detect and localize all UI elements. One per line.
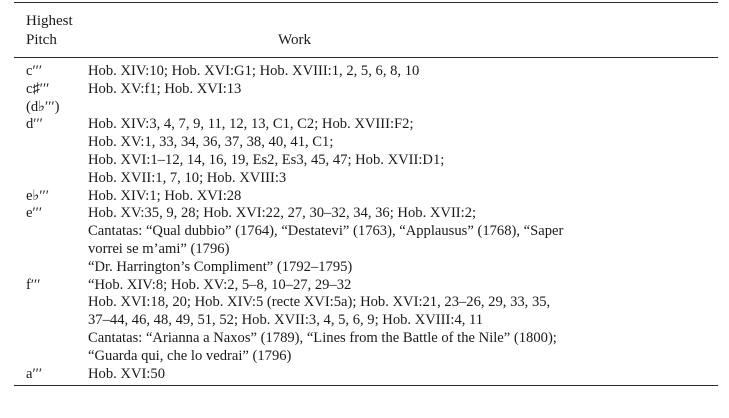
work-cell (88, 63, 419, 81)
work-line: “Guarda qui, che lo vedrai” (1796) (88, 347, 292, 364)
pitch-line: (d♭′′′) (26, 98, 60, 115)
work-line: Cantatas: “Arianna a Naxos” (1789), “Lines from the Battle of the Nile” (1800); (88, 329, 557, 346)
table-row (26, 81, 563, 117)
pitch-cell (26, 205, 88, 276)
work-cell (88, 81, 241, 117)
work-line: Hob. XV:f1; Hob. XVI:13 (88, 80, 242, 97)
pitch-cell (26, 366, 88, 384)
work-line: vorrei se m’ami” (1796) (88, 240, 230, 257)
pitch-line: e′′′ (26, 205, 43, 222)
table-header-rule (14, 57, 718, 58)
work-line: Hob. XIV:1; Hob. XVI:28 (88, 187, 242, 204)
work-line: Hob. XIV:3, 4, 7, 9, 11, 12, 13, C1, C2; Hob. XVIII:F2; (88, 116, 414, 133)
work-line: 37–44, 46, 48, 49, 51, 52; Hob. XVII:3, 4, 5, 6, 9; Hob. XVIII:4, 11 (88, 312, 484, 329)
work-line: “Dr. Harrington’s Compliment” (1792–1795) (88, 258, 353, 275)
table-top-rule (14, 2, 718, 3)
work-line: Hob. XVII:1, 7, 10; Hob. XVIII:3 (88, 169, 287, 186)
column-header-pitch (26, 12, 73, 50)
table-row (26, 63, 563, 81)
pitch-line: c′′′ (26, 63, 43, 79)
pitch-line: a′′′ (26, 365, 43, 382)
pitch-line: d′′′ (26, 116, 43, 133)
work-line: Hob. XIV:10; Hob. XVI:G1; Hob. XVIII:1, 2, 5, 6, 8, 10 (88, 63, 420, 79)
table-row (26, 205, 563, 276)
table-bottom-rule (14, 385, 718, 386)
pitch-cell (26, 81, 88, 117)
pitch-cell (26, 188, 88, 206)
work-cell (88, 277, 557, 366)
table-row (26, 188, 563, 206)
column-header-pitch-line2: Pitch (26, 32, 57, 48)
work-cell (88, 116, 444, 187)
pitch-line: c♯′′′ (26, 80, 50, 97)
table-body (26, 63, 563, 383)
column-header-pitch-line1: Highest (26, 13, 73, 29)
work-line: Cantatas: “Qual dubbio” (1764), “Destatevi” (1763), “Applausus” (1768), “Saper (88, 223, 564, 240)
table-row (26, 366, 563, 384)
work-cell (88, 366, 165, 384)
pitch-cell (26, 63, 88, 81)
work-cell (88, 205, 563, 276)
work-line: Hob. XVI:50 (88, 365, 166, 382)
table-row (26, 277, 563, 366)
table-row (26, 116, 563, 187)
pitch-line: f′′′ (26, 276, 41, 293)
work-cell (88, 188, 241, 206)
column-header-work: Work (278, 32, 311, 48)
pitch-line: e♭′′′ (26, 187, 49, 204)
work-line: “Hob. XIV:8; Hob. XV:2, 5–8, 10–27, 29–32 (88, 276, 352, 293)
work-line: Hob. XV:1, 33, 34, 36, 37, 38, 40, 41, C1; (88, 134, 334, 151)
pitch-cell (26, 116, 88, 187)
work-line: Hob. XV:35, 9, 28; Hob. XVI:22, 27, 30–32, 34, 36; Hob. XVII:2; (88, 205, 477, 222)
work-line: Hob. XVI:18, 20; Hob. XIV:5 (recte XVI:5a); Hob. XVI:21, 23–26, 29, 33, 35, (88, 294, 551, 311)
pitch-cell (26, 277, 88, 366)
work-line: Hob. XVI:1–12, 14, 16, 19, Es2, Es3, 45, 47; Hob. XVII:D1; (88, 151, 445, 168)
